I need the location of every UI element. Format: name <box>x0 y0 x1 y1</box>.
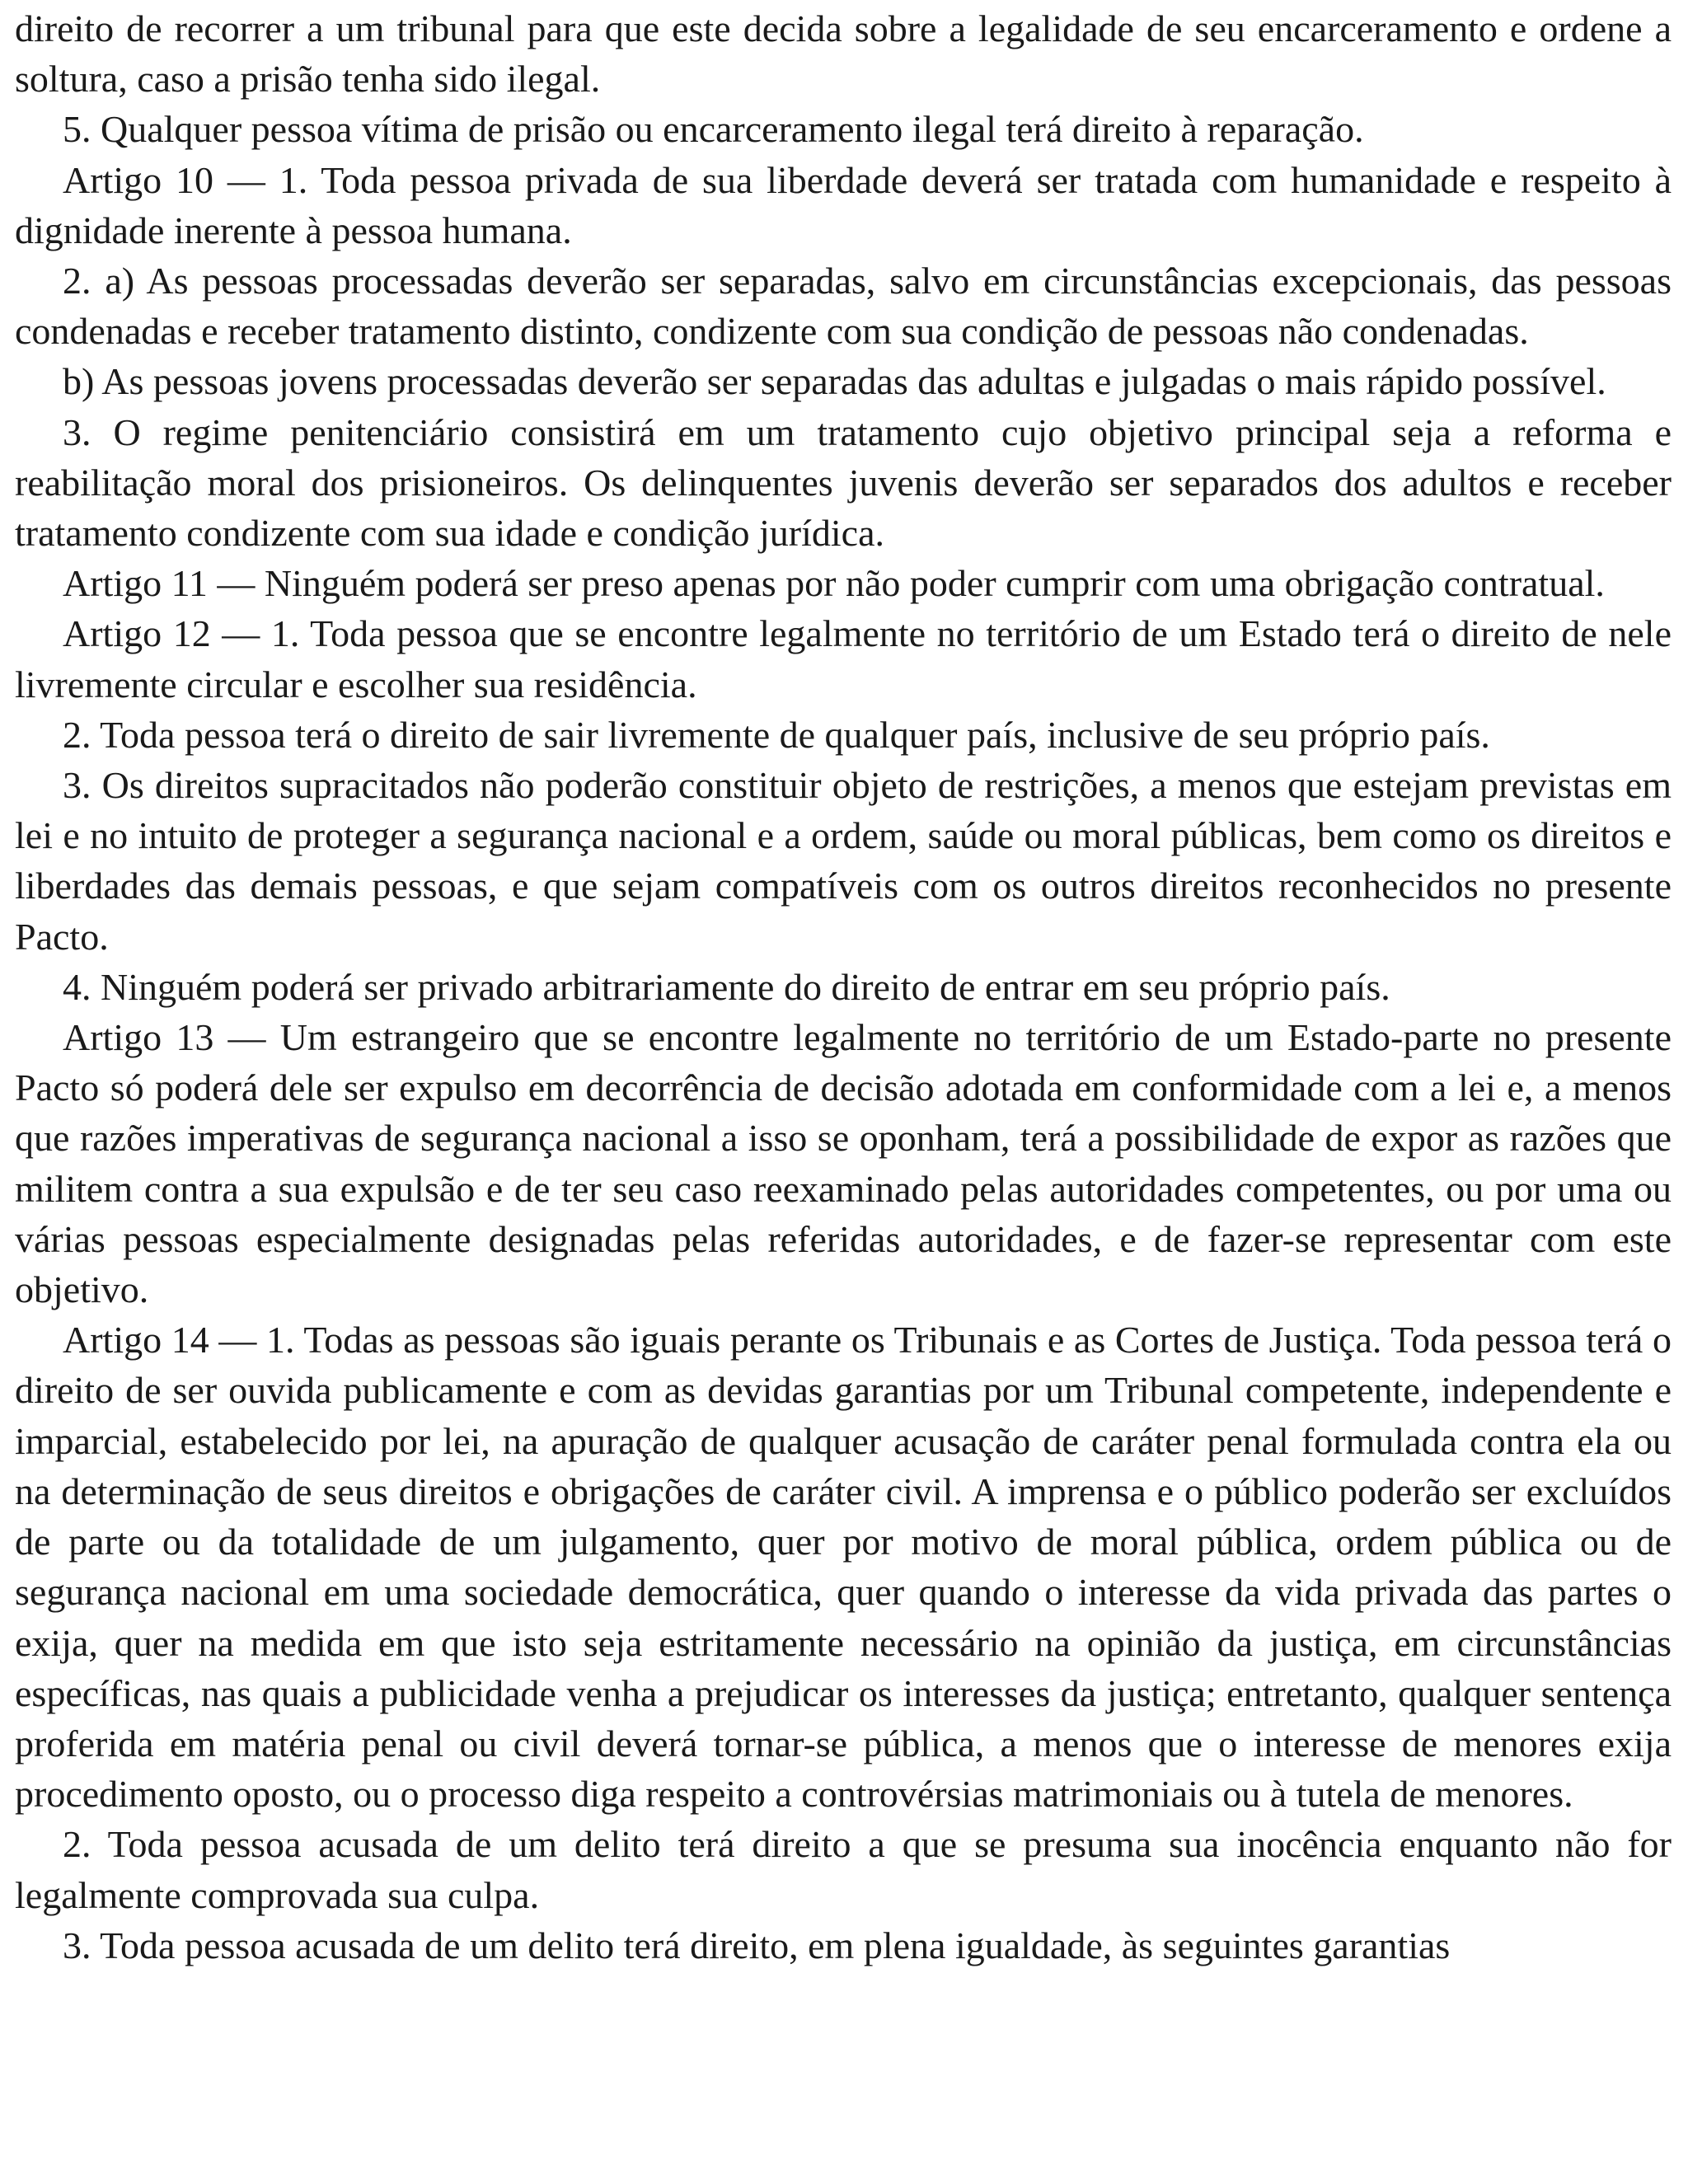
paragraph-art12-item4: 4. Ninguém poderá ser privado arbitrariamente do direito de entrar em seu próprio país. <box>63 965 1390 1008</box>
paragraph-art11: Artigo 11 — Ninguém poderá ser preso apenas por não poder cumprir com uma obrigação contratual. <box>63 562 1605 605</box>
paragraph-art10-item3: 3. O regime penitenciário consistirá em um tratamento cujo objetivo principal seja a reforma e reabilitação moral dos prisioneiros. Os delinquentes juvenis deverão ser separados dos adultos e receber tratamento condizente com sua idade e condição jurídica. <box>15 410 1672 555</box>
document-page <box>15 3 1672 1971</box>
paragraph-art10-item1: Artigo 10 — 1. Toda pessoa privada de sua liberdade deverá ser tratada com humanidade e respeito à dignidade inerente à pessoa humana. <box>15 158 1672 251</box>
paragraph-art13: Artigo 13 — Um estrangeiro que se encontre legalmente no território de um Estado-parte no presente Pacto só poderá dele ser expulso em decorrência de decisão adotada em conformidade com a lei e, a menos que razões imperativas de segurança nacional a isso se oponham, terá a possibilidade de expor as razões que militem contra a sua expulsão e de ter seu caso reexaminado pelas autoridades competentes, ou por uma ou várias pessoas especialmente designadas pelas referidas autoridades, e de fazer-se representar com este objetivo. <box>15 1016 1672 1311</box>
paragraph-art12-item3: 3. Os direitos supracitados não poderão constituir objeto de restrições, a menos que estejam previstas em lei e no intuito de proteger a segurança nacional e a ordem, saúde ou moral públicas, bem como os direitos e liberdades das demais pessoas, e que sejam compatíveis com os outros direitos reconhecidos no presente Pacto. <box>15 764 1672 958</box>
paragraph-art14-item2: 2. Toda pessoa acusada de um delito terá direito a que se presuma sua inocência enquanto não for legalmente comprovada sua culpa. <box>15 1823 1672 1916</box>
paragraph-art10-item2b: b) As pessoas jovens processadas deverão ser separadas das adultas e julgadas o mais rápido possível. <box>63 360 1606 403</box>
paragraph-art14-item1: Artigo 14 — 1. Todas as pessoas são iguais perante os Tribunais e as Cortes de Justiça. Toda pessoa terá o direito de ser ouvida publicamente e com as devidas garantias por um Tribunal competente, independente e imparcial, estabelecido por lei, na apuração de qualquer acusação de caráter penal formulada contra ela ou na determinação de seus direitos e obrigações de caráter civil. A imprensa e o público poderão ser excluídos de parte ou da totalidade de um julgamento, quer por motivo de moral pública, ordem pública ou de segurança nacional em uma sociedade democrática, quer quando o interesse da vida privada das partes o exija, quer na medida em que isto seja estritamente necessário na opinião da justiça, em circunstâncias específicas, nas quais a publicidade venha a prejudicar os interesses da justiça; entretanto, qualquer sentença proferida em matéria penal ou civil deverá tornar-se pública, a menos que o interesse de menores exija procedimento oposto, ou o processo diga respeito a controvérsias matrimoniais ou à tutela de menores. <box>15 1319 1672 1816</box>
paragraph-art12-item2: 2. Toda pessoa terá o direito de sair livremente de qualquer país, inclusive de seu próprio país. <box>63 713 1490 756</box>
paragraph-art14-item3: 3. Toda pessoa acusada de um delito terá direito, em plena igualdade, às seguintes garantias <box>63 1924 1451 1966</box>
paragraph-art12-item1: Artigo 12 — 1. Toda pessoa que se encontre legalmente no território de um Estado terá o direito de nele livremente circular e escolher sua residência. <box>15 612 1672 705</box>
paragraph-art9-item5: 5. Qualquer pessoa vítima de prisão ou encarceramento ilegal terá direito à reparação. <box>63 108 1364 151</box>
paragraph-habeas-corpus-continuation: direito de recorrer a um tribunal para que este decida sobre a legalidade de seu encarceramento e ordene a soltura, caso a prisão tenha sido ilegal. <box>15 7 1672 101</box>
paragraph-art10-item2a: 2. a) As pessoas processadas deverão ser separadas, salvo em circunstâncias excepcionais, das pessoas condenadas e receber tratamento distinto, condizente com sua condição de pessoas não condenadas. <box>15 260 1672 353</box>
